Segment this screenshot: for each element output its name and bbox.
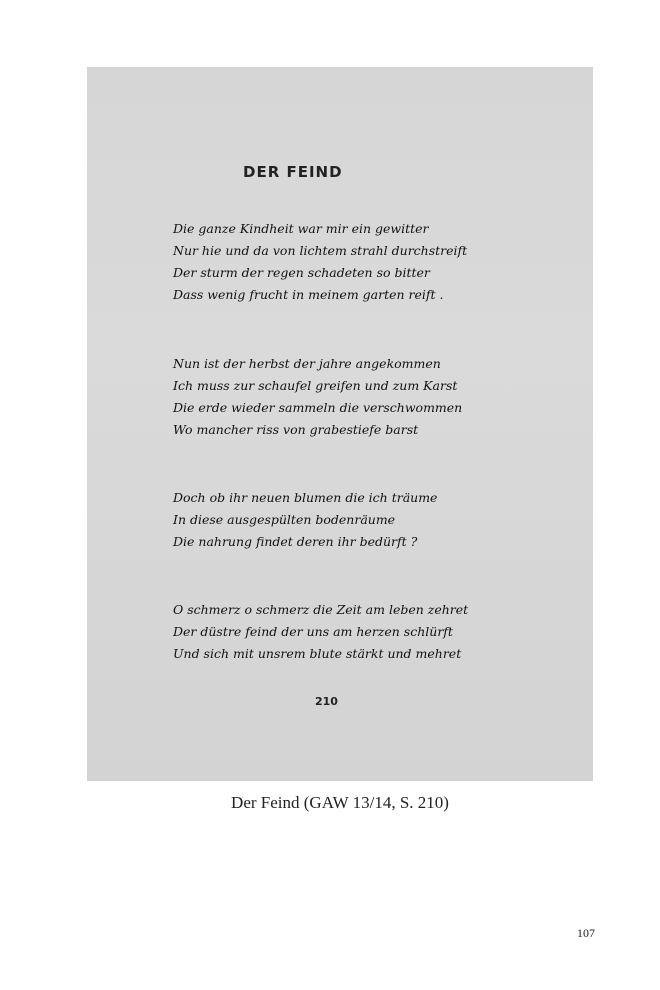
stanza-1 (173, 218, 467, 306)
figure-caption: Der Feind (GAW 13/14, S. 210) (231, 793, 449, 812)
poem-line: Der düstre feind der uns am herzen schlürft (173, 624, 453, 639)
poem-line: Nur hie und da von lichtem strahl durchstreift (173, 243, 468, 258)
poem-line: Wo mancher riss von grabestiefe barst (173, 422, 419, 437)
poem-line: Ich muss zur schaufel greifen und zum Karst (173, 378, 458, 393)
poem-title: DER FEIND (243, 163, 343, 181)
poem-line: Dass wenig frucht in meinem garten reift . (173, 287, 444, 302)
manuscript-photo (87, 67, 593, 781)
page-number: 107 (577, 926, 595, 940)
poem-line: Der sturm der regen schadeten so bitter (173, 265, 430, 280)
poem-line: Die erde wieder sammeln die verschwommen (173, 400, 463, 415)
poem-line: Die nahrung findet deren ihr bedürft ? (173, 534, 418, 549)
poem-line: Nun ist der herbst der jahre angekommen (173, 356, 441, 371)
manuscript-page-number: 210 (315, 695, 338, 708)
stanza-3 (173, 487, 437, 553)
stanza-4 (173, 599, 468, 665)
poem-line: O schmerz o schmerz die Zeit am leben zehret (173, 602, 469, 617)
poem-line: Die ganze Kindheit war mir ein gewitter (173, 221, 429, 236)
stanza-2 (173, 353, 462, 441)
poem-line: Und sich mit unsrem blute stärkt und mehret (173, 646, 462, 661)
poem-line: Doch ob ihr neuen blumen die ich träume (173, 490, 438, 505)
poem-line: In diese ausgespülten bodenräume (173, 512, 396, 527)
